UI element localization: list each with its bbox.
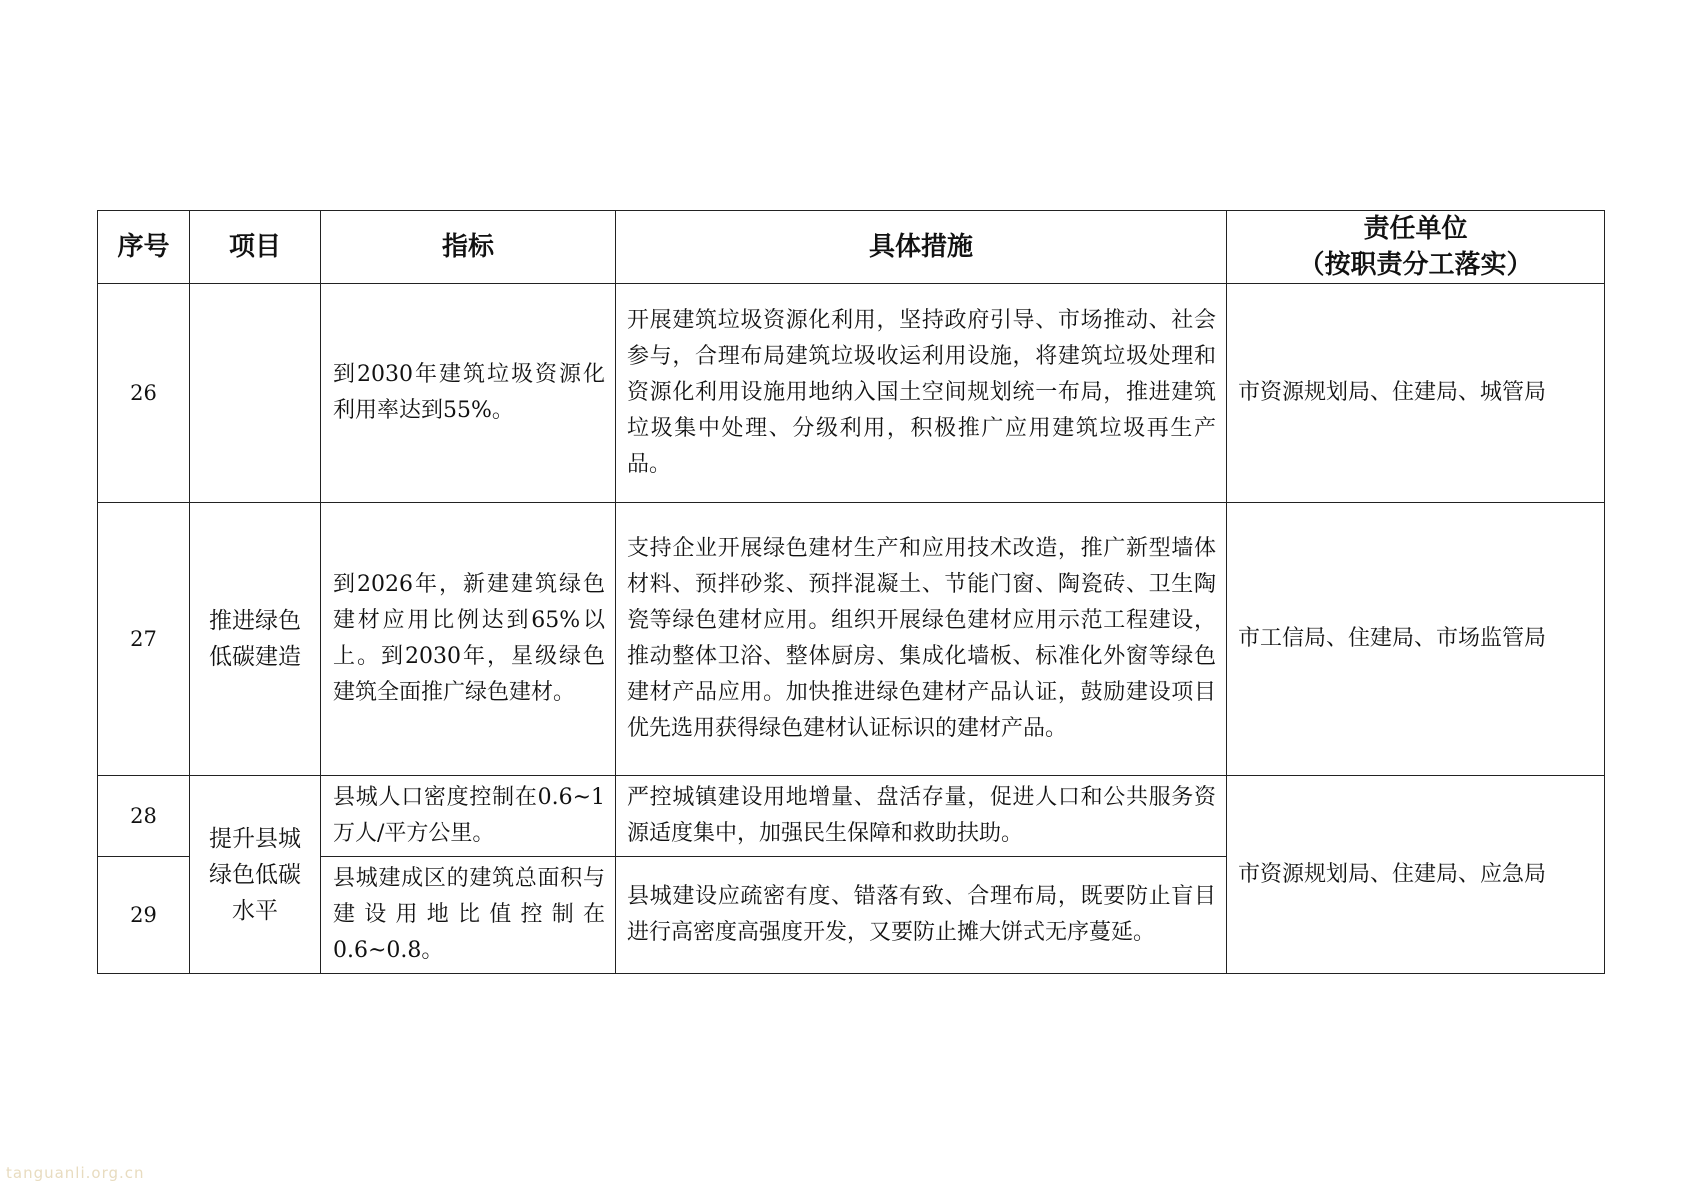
- row-project: [190, 284, 321, 503]
- header-responsible-title: 责任单位: [1363, 214, 1468, 244]
- row-measures: 严控城镇建设用地增量、盘活存量，促进人口和公共服务资源适度集中，加强民生保障和救助扶助。: [616, 776, 1227, 857]
- row-measures: 支持企业开展绿色建材生产和应用技术改造，推广新型墙体材料、预拌砂浆、预拌混凝土、节能门窗、陶瓷砖、卫生陶瓷等绿色建材应用。组织开展绿色建材应用示范工程建设，推动整体卫浴、整体厨房、集成化墙板、标准化外窗等绿色建材产品应用。加快推进绿色建材产品认证，鼓励建设项目优先选用获得绿色建材认证标识的建材产品。: [616, 503, 1227, 776]
- row-indicator: 县城人口密度控制在0.6~1万人/平方公里。: [321, 776, 616, 857]
- row-responsible: 市资源规划局、住建局、城管局: [1227, 284, 1605, 503]
- row-measures: 县城建设应疏密有度、错落有致、合理布局，既要防止盲目进行高密度高强度开发，又要防止摊大饼式无序蔓延。: [616, 857, 1227, 974]
- row-indicator: 县城建成区的建筑总面积与建设用地比值控制在0.6~0.8。: [321, 857, 616, 974]
- header-indicator: 指标: [321, 211, 616, 284]
- row-num: 29: [98, 857, 190, 974]
- table-row: [98, 503, 1605, 776]
- watermark: tanguanli.org.cn: [6, 1164, 145, 1182]
- row-measures: 开展建筑垃圾资源化利用，坚持政府引导、市场推动、社会参与，合理布局建筑垃圾收运利用设施，将建筑垃圾处理和资源化利用设施用地纳入国土空间规划统一布局，推进建筑垃圾集中处理、分级利用，积极推广应用建筑垃圾再生产品。: [616, 284, 1227, 503]
- row-project: [190, 776, 321, 974]
- row-project-text: 推进绿色低碳建造: [209, 608, 301, 670]
- row-num: 28: [98, 776, 190, 857]
- header-responsible: [1227, 211, 1605, 284]
- table-row: [98, 284, 1605, 503]
- header-row: [98, 211, 1605, 284]
- row-responsible: 市资源规划局、住建局、应急局: [1227, 776, 1605, 974]
- measures-table: [97, 210, 1605, 974]
- row-indicator: 到2030年建筑垃圾资源化利用率达到55%。: [321, 284, 616, 503]
- row-project: [190, 503, 321, 776]
- row-project-text: 提升县城绿色低碳水平: [209, 825, 301, 924]
- table-row: [98, 776, 1605, 857]
- header-measures: 具体措施: [616, 211, 1227, 284]
- header-project: 项目: [190, 211, 321, 284]
- header-num: 序号: [98, 211, 190, 284]
- row-responsible: 市工信局、住建局、市场监管局: [1227, 503, 1605, 776]
- row-num: 27: [98, 503, 190, 776]
- row-num: 26: [98, 284, 190, 503]
- row-indicator: 到2026年，新建建筑绿色建材应用比例达到65%以上。到2030年，星级绿色建筑全面推广绿色建材。: [321, 503, 616, 776]
- header-responsible-note: （按职责分工落实）: [1298, 250, 1533, 280]
